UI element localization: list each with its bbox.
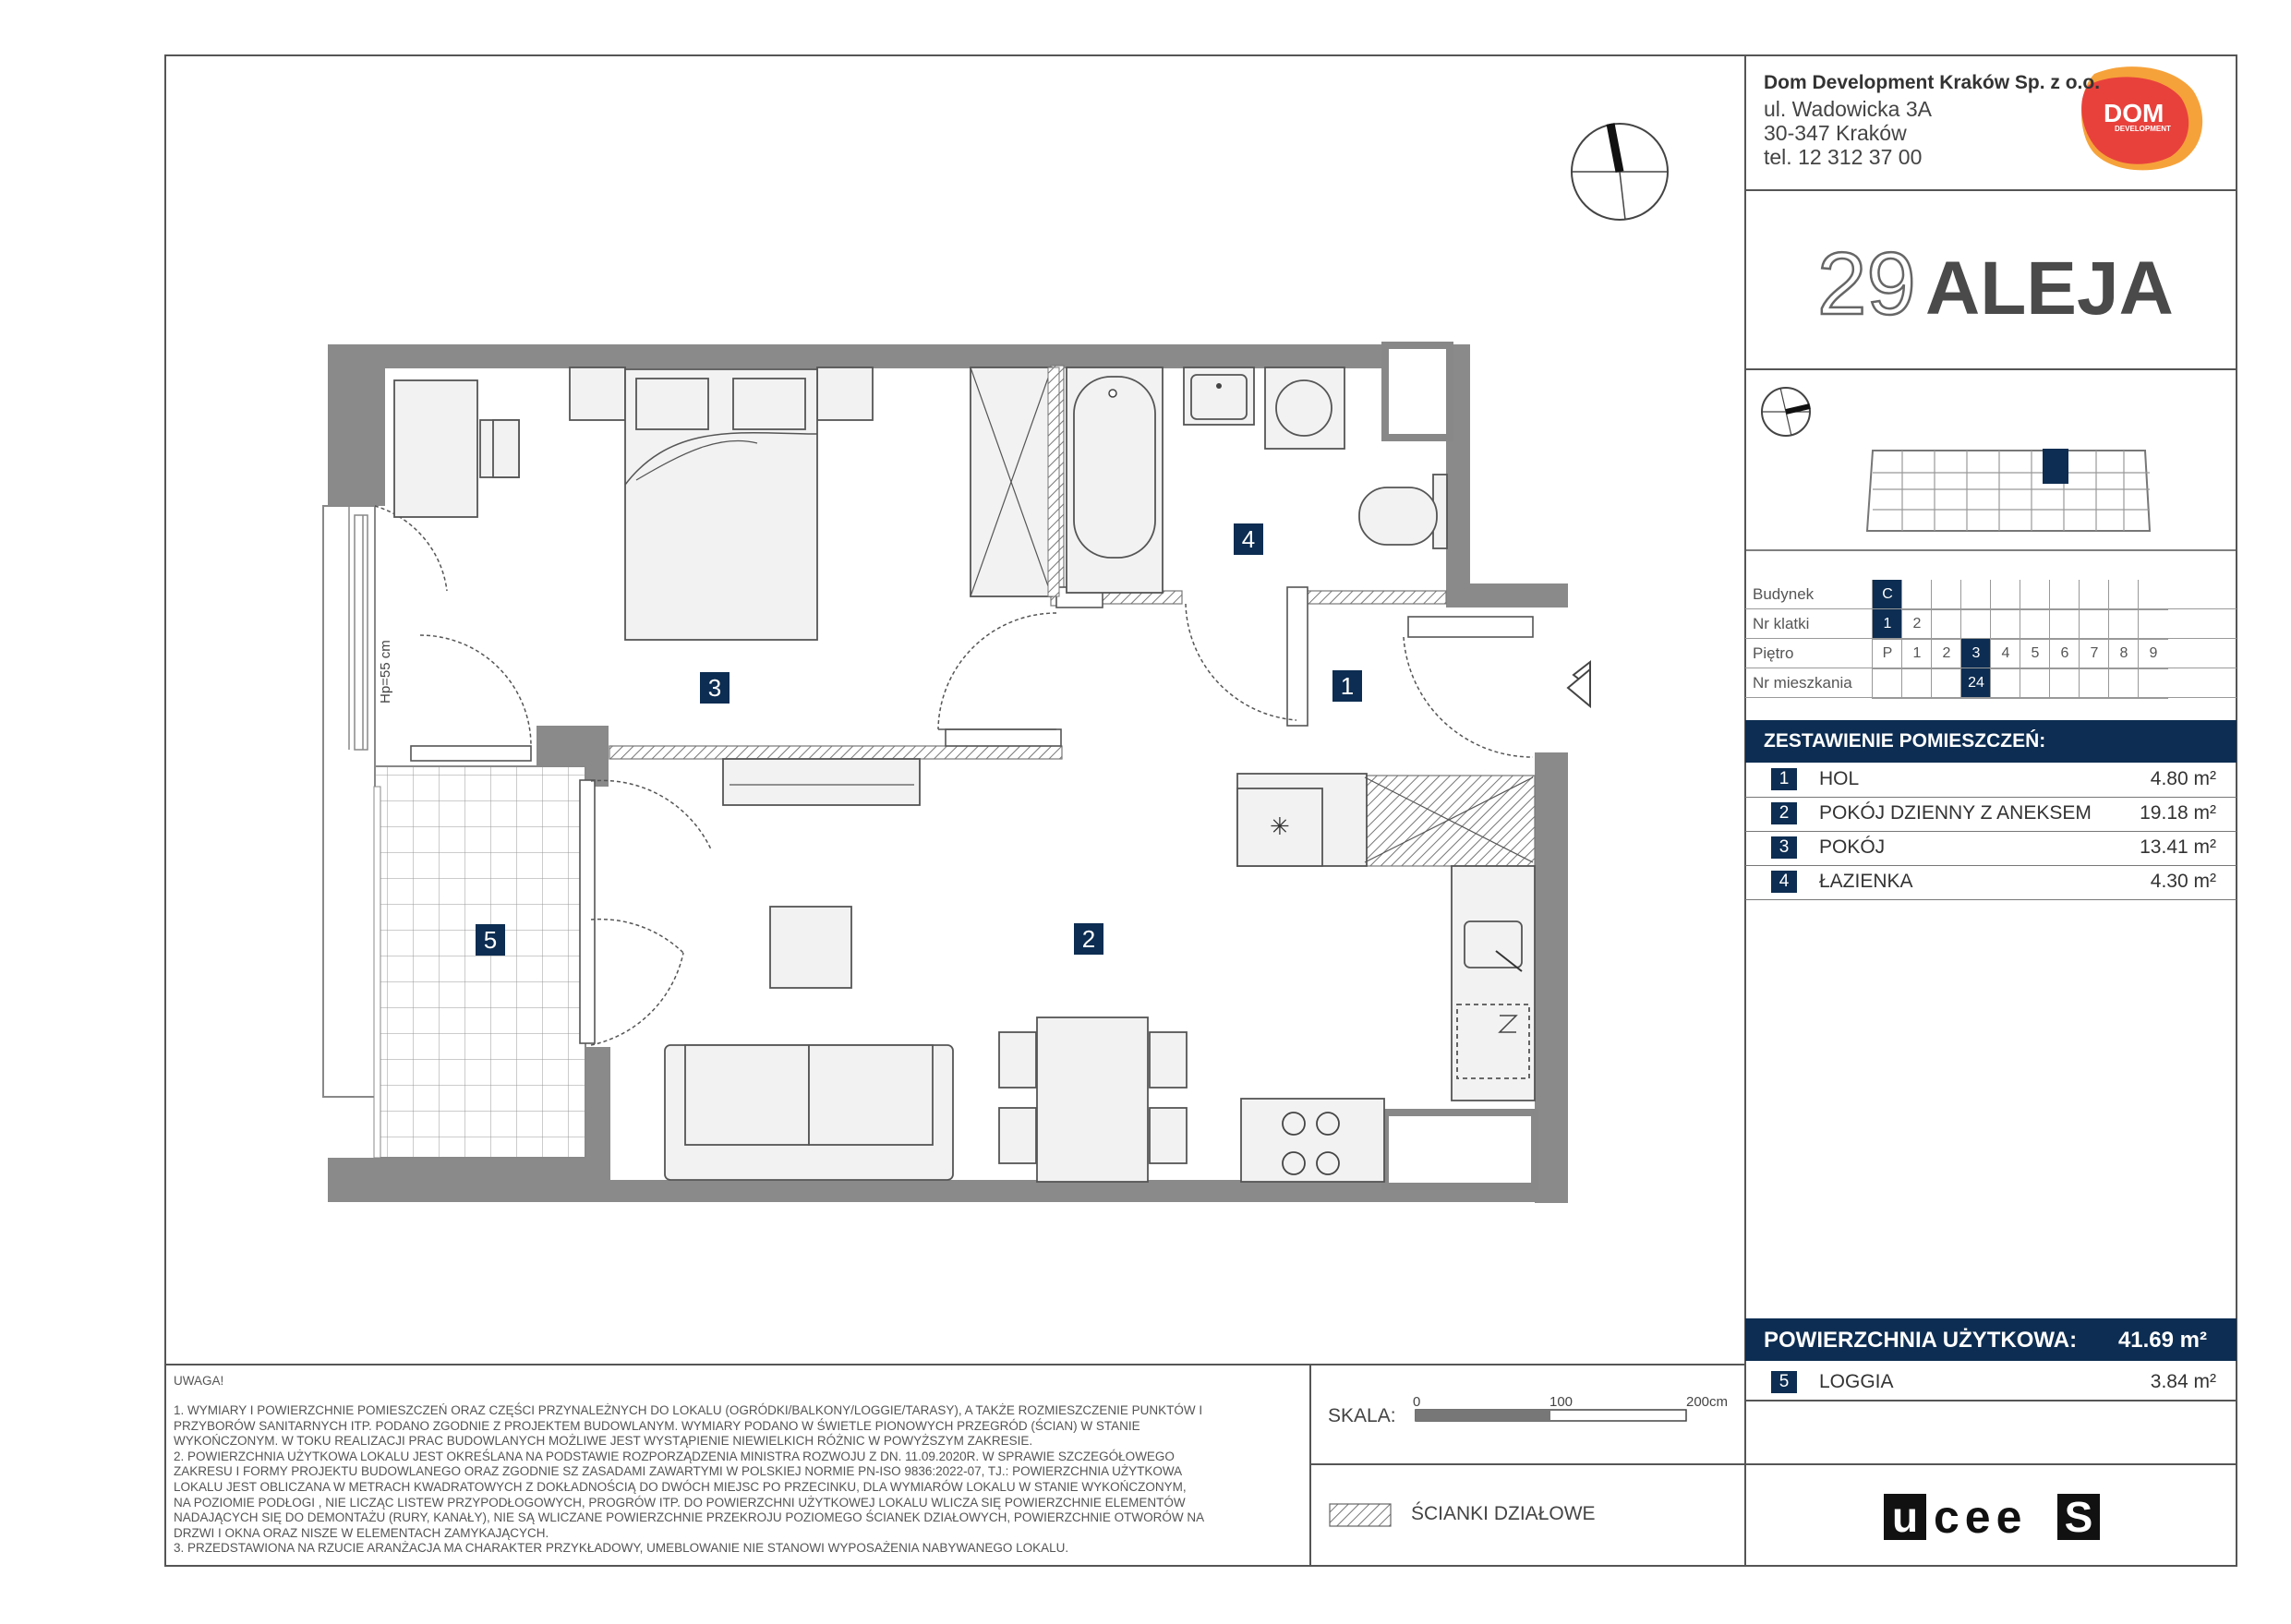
room-area: 4.80 m² — [2150, 768, 2216, 789]
usable-area-label: POWIERZCHNIA UŻYTKOWA: — [1764, 1328, 2078, 1353]
project-logo-word: ALEJA — [1925, 247, 2174, 331]
note-line: WYKOŃCZONYM. W TOKU REALIZACJI PRAC BUDOWLANYCH MOŻLIWE JEST WYSTĄPIENIE NIEWIELKICH RÓŻNIC W POWYŻSZYM ZAKRESIE. — [174, 1434, 1033, 1449]
grid-cell: 24 — [1960, 668, 1991, 699]
grid-cell — [2108, 609, 2139, 640]
grid-row-label: Nr mieszkania — [1753, 674, 1852, 692]
grid-cell — [2079, 668, 2109, 699]
grid-cell: 7 — [2079, 639, 2109, 669]
room-tag-4: 4 — [1234, 523, 1263, 555]
room-number: 3 — [1771, 836, 1797, 859]
loggia-num: 5 — [1771, 1371, 1797, 1393]
note-line: DRZWI I OKNA ORAZ NISZE W ELEMENTACH ZAMYKAJĄCYCH. — [174, 1525, 549, 1540]
grid-cell — [2020, 580, 2050, 610]
grid-cell: 3 — [1960, 639, 1991, 669]
svg-text:✳: ✳ — [1270, 812, 1290, 840]
room-number: 2 — [1771, 802, 1797, 824]
grid-row-label: Nr klatki — [1753, 615, 1810, 632]
grid-cell — [2020, 609, 2050, 640]
grid-cell: 1 — [1872, 609, 1902, 640]
compass-small-icon — [1762, 388, 1810, 436]
grid-cell: 2 — [1931, 639, 1961, 669]
note-line: 3. PRZEDSTAWIONA NA RZUCIE ARANŻACJA MA CHARAKTER PRZYKŁADOWY, UMEBLOWANIE NIE STANOWI WYPOSAŻENIA NABYWANEGO LOKALU. — [174, 1541, 1069, 1556]
building-key-plan — [1867, 449, 2150, 531]
grid-cell — [1901, 580, 1932, 610]
grid-cell — [2138, 609, 2168, 640]
grid-cell — [2108, 668, 2139, 699]
project-logo — [1817, 235, 2174, 333]
legend-partition-label: ŚCIANKI DZIAŁOWE — [1411, 1503, 1596, 1524]
grid-cell — [1990, 580, 2020, 610]
scale-bar — [1416, 1410, 1686, 1421]
ucees-logo: u cee S — [1884, 1490, 2105, 1546]
grid-cell — [1931, 580, 1961, 610]
partition-wall-swatch — [1330, 1504, 1391, 1526]
dom-logo-main: DOM — [2104, 99, 2164, 127]
bed-height-note: Hp=55 cm — [378, 640, 393, 704]
room-name: HOL — [1819, 768, 1860, 789]
room-name: ŁAZIENKA — [1819, 871, 1913, 892]
apartment-plan — [323, 344, 1590, 1203]
grid-cell: 1 — [1901, 639, 1932, 669]
grid-cell — [2079, 609, 2109, 640]
company-phone: tel. 12 312 37 00 — [1764, 145, 1923, 169]
note-line: PRZYBORÓW SANITARNYCH ITP. PODANO ZGODNIE Z PROJEKTEM BUDOWLANYM. WYMIARY PODANO W ŚWIETLE PIONOWYCH PRZEGRÓD (ŚCIAN) W STANIE — [174, 1418, 1140, 1433]
rooms-summary-header — [1745, 720, 2237, 763]
note-line: NADAJĄCYCH SIĘ DO DEMONTAŻU (RURY, KANAŁY), NIE SĄ WLICZANE POWIERZCHNIE PRZEKROJU POZIOMEGO ŚCIANEK DZIAŁOWYCH, POWIERZCHNIE OTWORÓW NA — [174, 1510, 1205, 1525]
grid-cell: P — [1872, 639, 1902, 669]
grid-cell — [2138, 580, 2168, 610]
company-street: ul. Wadowicka 3A — [1764, 97, 1932, 121]
scale-tick-0: 0 — [1413, 1394, 1421, 1410]
grid-row-label: Budynek — [1753, 585, 1815, 603]
room-area: 19.18 m² — [2140, 802, 2216, 824]
grid-cell — [1931, 609, 1961, 640]
grid-row-label: Piętro — [1753, 644, 1794, 662]
grid-cell — [1931, 668, 1961, 699]
compass-icon — [1572, 124, 1668, 220]
note-line: NA POZIOMIE PODŁOGI , NIE LICZĄC LISTEW PRZYPODŁOGOWYCH, PROGRÓW ITP. DO POWIERZCHNI UŻYTKOWEJ LOKALU WLICZA SIĘ POWIERZCHNIE ELEMENTÓW — [174, 1495, 1186, 1510]
room-tag-5: 5 — [476, 924, 505, 956]
grid-cell — [1990, 668, 2020, 699]
rooms-summary-title: ZESTAWIENIE POMIESZCZEŃ: — [1764, 730, 2046, 752]
apartment-location-marker — [2043, 449, 2068, 484]
company-city: 30-347 Kraków — [1764, 121, 1907, 145]
grid-cell: 2 — [1901, 609, 1932, 640]
grid-cell: 8 — [2108, 639, 2139, 669]
grid-cell — [1960, 580, 1991, 610]
usable-area-value: 41.69 m² — [2117, 1328, 2207, 1353]
room-tag-1: 1 — [1332, 670, 1362, 702]
room-number: 4 — [1771, 871, 1797, 893]
room-number: 1 — [1771, 768, 1797, 790]
grid-cell — [2020, 668, 2050, 699]
loggia-name: LOGGIA — [1819, 1371, 1894, 1392]
project-logo-number: 29 — [1817, 235, 1916, 333]
note-line: 1. WYMIARY I POWIERZCHNIE POMIESZCZEŃ ORAZ CZĘŚCI PRZYNALEŻNYCH DO LOKALU (OGRÓDKI/BALKONY/LOGGIE/TARASY), A TAKŻE ROZMIESZCZENIE PUNKTÓW I — [174, 1403, 1203, 1417]
room-area: 13.41 m² — [2140, 836, 2216, 858]
grid-cell — [2108, 580, 2139, 610]
dom-logo-sub: DEVELOPMENT — [2115, 125, 2171, 133]
room-tag-2: 2 — [1074, 923, 1103, 955]
location-grid — [1745, 580, 2237, 698]
room-tag-3: 3 — [700, 672, 730, 704]
grid-cell — [1960, 609, 1991, 640]
grid-cell — [2049, 609, 2080, 640]
scale-tick-100: 100 — [1549, 1394, 1574, 1410]
grid-cell: 9 — [2138, 639, 2168, 669]
rooms-summary-table — [1745, 763, 2237, 901]
grid-cell — [2049, 668, 2080, 699]
usable-area-bar — [1745, 1318, 2237, 1361]
scale-tick-200: 200cm — [1686, 1394, 1729, 1410]
grid-cell: 5 — [2020, 639, 2050, 669]
note-line: ZAKRESU I FORMY PROJEKTU BUDOWLANEGO ORAZ ZGODNIE SZ ZASADAMI ZAWARTYMI W POLSKIEJ NORMIE PN-ISO 9836:2022-07, TJ.: POWIERZCHNIA UŻYTKOWA — [174, 1464, 1183, 1479]
grid-cell — [2049, 580, 2080, 610]
room-summary-row — [1745, 797, 2237, 832]
scale-label: SKALA: — [1328, 1405, 1396, 1426]
grid-divider — [1745, 697, 2237, 698]
room-name: POKÓJ — [1819, 836, 1886, 858]
room-summary-row — [1745, 831, 2237, 866]
company-name: Dom Development Kraków Sp. z o.o. — [1764, 72, 2101, 93]
room-summary-row — [1745, 865, 2237, 900]
grid-cell — [1872, 668, 1902, 699]
loggia-row — [1745, 1365, 2237, 1401]
grid-cell — [2079, 580, 2109, 610]
notes-title: UWAGA! — [174, 1374, 224, 1388]
note-line: LOKALU JEST OBLICZANA W METRACH KWADRATOWYCH Z DOKŁADNOŚCIĄ DO DWÓCH MIEJSC PO PRZECINKU, DLA WYMIARÓW LOKALU W STANIE WYKOŃCZONYM, — [174, 1479, 1187, 1494]
grid-cell: C — [1872, 580, 1902, 610]
grid-cell: 6 — [2049, 639, 2080, 669]
note-line: 2. POWIERZCHNIA UŻYTKOWA LOKALU JEST OKREŚLANA NA PODSTAWIE ROZPORZĄDZENIA MINISTRA ROZWOJU Z DN. 11.09.2020R. W SPRAWIE SZCZEGÓŁOWEGO — [174, 1449, 1175, 1463]
room-area: 4.30 m² — [2150, 871, 2216, 892]
grid-cell: 4 — [1990, 639, 2020, 669]
room-name: POKÓJ DZIENNY Z ANEKSEM — [1819, 802, 2092, 824]
grid-cell — [2138, 668, 2168, 699]
notes-body — [174, 1403, 1305, 1557]
grid-cell — [1990, 609, 2020, 640]
room-summary-row — [1745, 763, 2237, 798]
loggia-area: 3.84 m² — [2150, 1371, 2216, 1392]
grid-cell — [1901, 668, 1932, 699]
